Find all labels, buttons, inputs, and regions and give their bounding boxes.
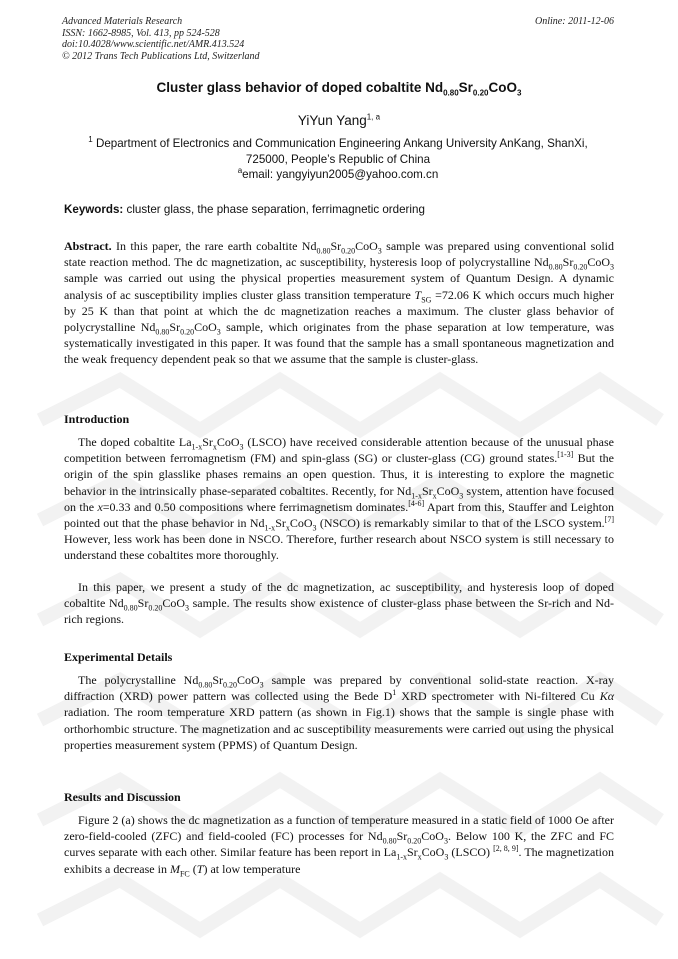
- introduction-paragraph-2: In this paper, we present a study of the dc magnetization, ac susceptibility, and hysteresis loop of doped cobaltite $Nd_{0.80}Sr_{0.20}CoO_3$ sample. The results show existence of cluster-glass phase between the Sr-rich and Nd-rich regions.: [64, 580, 614, 627]
- online-date: Online: 2011-12-06: [535, 16, 614, 27]
- introduction-heading: Introduction: [64, 412, 130, 426]
- journal-issn: ISSN: 1662-8985, Vol. 413, pp 524-528: [62, 27, 220, 39]
- paper-title: Cluster glass behavior of doped cobaltite $Nd_{0.80}Sr_{0.20}CoO_3$: [156, 80, 522, 98]
- results-paragraph: Figure 2 (a) shows the dc magnetization as a function of temperature measured in a static field of 1000 Oe after zero-field-cooled (ZFC) and field-cooled (FC) processes for $Nd_{0.80}Sr_{0.20}CoO_3$. Below 100 K, the ZFC and FC curves separate with each other. Similar feature has been report in $La_{1-x}Sr_xCoO_3$ (LSCO) [2, 8, 9]. The magnetization exhibits a decrease in $M_{FC}$ (T) at low temperature: [64, 813, 614, 878]
- keywords: Keywords: cluster glass, the phase separation, ferrimagnetic ordering: [64, 203, 425, 216]
- results-heading: Results and Discussion: [64, 790, 181, 804]
- abstract: Abstract. In this paper, the rare earth cobaltite $Nd_{0.80}Sr_{0.20}CoO_3$ sample was prepared using conventional solid state reaction method. The dc magnetization, ac susceptibility, hysteresis loop of polycrystalline $Nd_{0.80}Sr_{0.20}CoO_3$ sample was carried out using the physical properties measurement system of Quantum Design. A dynamic analysis of ac susceptibility implies cluster glass transition temperature $T_{SG} =72.06$ K which occurs much higher by 25 K than that point at which the dc magnetization reaches a maximum. The cluster glass behavior of polycrystalline $Nd_{0.80}Sr_{0.20}CoO_3$ sample, which originates from the phase separation at low temperature, was systematically investigated in this paper. It was found that the sample has a small spontaneous magnetization and the weak frequency dependent peak so that we assume that the sample is cluster-glass.: [64, 239, 615, 367]
- affiliation: $^1$ Department of Electronics and Communication Engineering Ankang University AnKang, ShanXi, 725000, People’s Republic of China $^a$email: yangyiyun2005@yahoo.com.cn: [62, 136, 614, 183]
- journal-copyright: © 2012 Trans Tech Publications Ltd, Switzerland: [62, 50, 260, 62]
- journal-doi: doi:10.4028/www.scientific.net/AMR.413.524: [62, 39, 245, 50]
- author-name: YiYun Yang$^{1, a}$: [297, 112, 381, 128]
- experimental-paragraph: The polycrystalline $Nd_{0.80}Sr_{0.20}CoO_3$ sample was prepared by conventional solid-state reaction. X-ray diffraction (XRD) power pattern was collected using the Bede $D^1$ XRD spectrometer with Ni-filtered Cu Kα radiation. The room temperature XRD pattern (as shown in Fig.1) shows that the sample is single phase with orthorhombic structure. The magnetization and ac susceptibility measurements were carried out using the physical properties measurement system (PPMS) of Quantum Design.: [64, 673, 614, 752]
- experimental-heading: Experimental Details: [64, 650, 173, 664]
- introduction-paragraph-1: The doped cobaltite $La_{1-x}Sr_xCoO_3$ (LSCO) have received considerable attention because of the unusual phase competition between ferromagnetism (FM) and spin-glass (SG) or cluster-glass (CG) ground states.[1-3] But the origin of the spin glasslike phases remains an open question. Thus, it is interesting to explore the magnetic behavior in the intrinsically phase-separated cobaltites. Recently, for $Nd_{1-x}Sr_xCoO_3$ system, attention have focused on the x=0.33 and 0.50 compositions where ferrimagnetism dominates.[4-6] Apart from this, Stauffer and Leighton pointed out that the phase behavior in $Nd_{1-x}Sr_xCoO_3$ (NSCO) is remarkably similar to that of the LSCO system.[7] However, less work has been done in NSCO. Therefore, further research about NSCO system is still necessary to understand these cobaltites more thoroughly.: [64, 435, 615, 563]
- journal-name: Advanced Materials Research: [62, 16, 183, 27]
- journal-header: [62, 16, 260, 62]
- author-email[interactable]: $^a$email: yangyiyun2005@yahoo.com.cn: [237, 166, 439, 181]
